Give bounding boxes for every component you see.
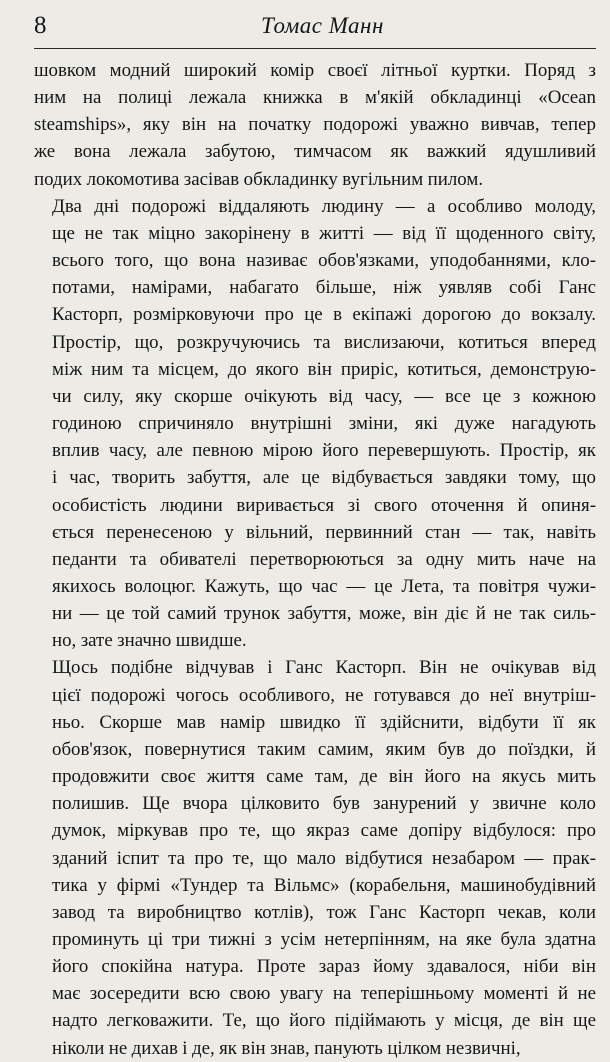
text-line: і час, творить забуття, але це відбувається завдяки тому, що: [52, 467, 596, 489]
paragraph: [34, 654, 596, 1061]
text-line: між ним та місцем, до якого він приріс, котиться, демонструю-: [52, 358, 596, 380]
text-line: же вона лежала забутою, тимчасом як важкий ядушливий: [34, 141, 596, 163]
text-line: вплив часу, але певною мірою його перевершують. Простір, як: [52, 440, 596, 462]
text-line: його спокійна натура. Проте зараз йому здавалося, ніби він: [52, 956, 596, 978]
text-line: думок, міркував про те, що якраз саме допіру відбулося: про: [52, 820, 596, 842]
text-line: проминуть ці три тижні з усім нетерпінням, на яке була здатна: [52, 929, 596, 950]
text-line: всього того, що вона називає обов'язками, уподобаннями, кло-: [52, 250, 596, 272]
text-line: ньо. Скорше мав намір швидко її здійснити, відбути її як: [52, 711, 596, 733]
text-line: особистість людини виривається зі свого оточення й опиня-: [52, 494, 596, 516]
text-line: педанти та обивателі перетворюються за одну мить наче на: [52, 548, 596, 570]
text-line: продовжити своє життя саме там, де він його на якусь мить: [52, 766, 596, 788]
text-line: якихось волоцюг. Кажуть, що час — це Лета, та повітря чужи-: [52, 575, 596, 597]
body-text: [34, 57, 596, 1062]
text-line: ни — це той самий трунок забуття, може, він діє й не так силь-: [52, 603, 596, 625]
running-title: Томас Манн: [261, 13, 384, 38]
text-line: Касторп, розмірковуючи про це в екіпажі дорогою до вокзалу.: [52, 304, 596, 326]
text-line: ється перенесеною у вільний, первинний стан — так, навіть: [52, 521, 596, 543]
text-line: цієї подорожі чогось особливого, не готувався до неї внутріш-: [52, 684, 596, 706]
text-line: полишив. Ще вчора цілковито був занурений у звичне коло: [52, 793, 596, 815]
text-line: обов'язок, повернутися таким самим, яким був до поїздки, й: [52, 738, 596, 760]
paragraph: [34, 193, 596, 655]
text-line: має зосередити всю свою увагу на теперішньому моменті й не: [52, 983, 596, 1005]
text-line: тика у фірмі «Тундер та Вільмс» (корабельня, машинобудівний: [52, 874, 596, 896]
text-line: надто легковажити. Те, що його підіймають у місця, де він ще: [52, 1010, 596, 1032]
text-line: шовком модний широкий комір своєї літньої куртки. Поряд з: [34, 60, 596, 81]
text-line: потами, намірами, набагато більше, ніж уявляв собі Ганс: [52, 277, 596, 299]
text-line: ще не так міцно закорінену в житті — від її щоденного світу,: [52, 222, 596, 244]
text-line: зданий іспит та про те, що мало відбутися незабаром — прак-: [52, 847, 596, 869]
text-line: ніколи не дихав і де, як він знав, панують цілком незвичні,: [52, 1037, 521, 1059]
page-number: 8: [34, 12, 47, 39]
text-line: годиною спричиняло внутрішні зміни, які дуже нагадують: [52, 413, 596, 435]
text-line: Простір, що, розкручуючись та вислизаючи, котиться вперед: [52, 331, 596, 353]
text-line: steamships», яку він на початку подорожі уважно вивчав, тепер: [34, 114, 596, 136]
paragraph: [34, 57, 596, 193]
text-line: но, зате значно швидше.: [52, 630, 247, 652]
text-line: подих локомотива засівав обкладинку вугільним пилом.: [34, 168, 484, 190]
page-header: [34, 12, 596, 49]
text-line: Щось подібне відчував і Ганс Касторп. Він не очікував від: [52, 657, 596, 679]
text-line: чи силу, яку скорше очікують від часу, — все це з кожною: [52, 385, 596, 407]
text-line: Два дні подорожі віддаляють людину — а особливо молоду,: [52, 195, 596, 217]
text-line: завод та виробництво котлів), тож Ганс Касторп чекав, коли: [52, 901, 596, 923]
text-line: ним на полиці лежала книжка в м'якій обкладинці «Ocean: [34, 87, 596, 109]
